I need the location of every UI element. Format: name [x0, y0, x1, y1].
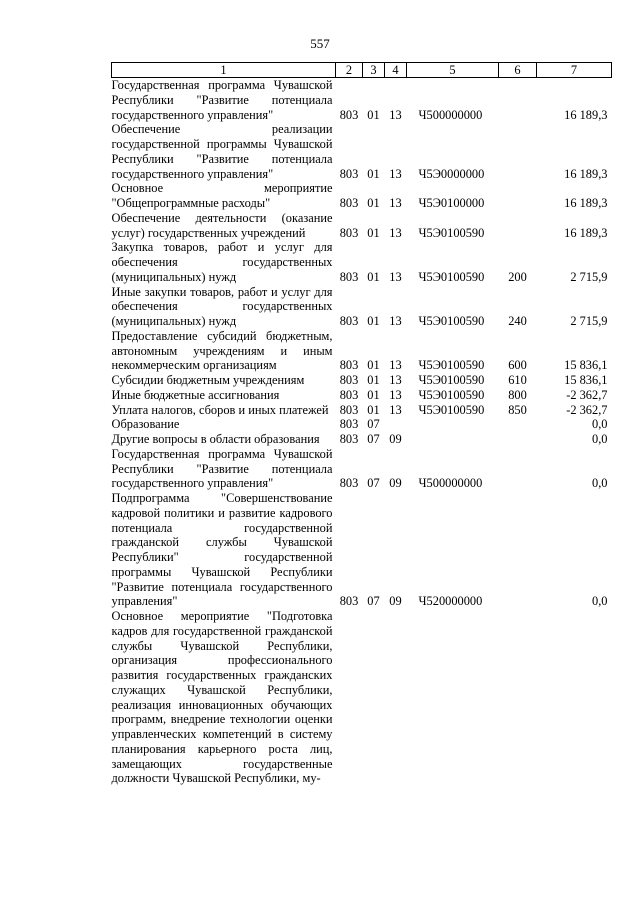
row-name: Субсидии бюджетным учреждениям [111, 373, 305, 387]
row-name: Уплата налогов, сборов и иных платежей [111, 402, 329, 417]
column-header: 5 [407, 63, 499, 78]
row-amount: 0,0 [592, 417, 608, 432]
row-target-code: Ч5Э0100590 [418, 387, 485, 402]
row-expense-type-code [499, 211, 537, 241]
table-row [112, 388, 612, 403]
column-header: 3 [363, 63, 385, 78]
row-amount: 15 836,1 [564, 358, 608, 373]
row-ministry-code: 803 [339, 107, 359, 122]
row-subsection-code: 13 [389, 196, 402, 210]
row-section-code: 01 [367, 166, 380, 181]
row-amount: -2 362,7 [566, 402, 608, 417]
row-amount [537, 609, 612, 786]
row-ministry-code: 803 [339, 432, 359, 446]
row-subsection-code: 13 [389, 166, 402, 181]
column-number-header [112, 63, 612, 78]
column-header: 4 [385, 63, 407, 78]
row-name: Обеспечение деятельности (оказание услуг) государственных учреждений [111, 210, 333, 240]
row-amount: 16 189,3 [564, 196, 608, 210]
row-expense-type-code [499, 491, 537, 609]
row-target-code: Ч520000000 [418, 594, 483, 609]
row-section-code: 01 [367, 358, 380, 373]
row-expense-type-code [499, 447, 537, 491]
row-amount: 0,0 [592, 476, 608, 491]
row-section-code: 07 [367, 417, 380, 432]
row-target-code [407, 609, 499, 786]
row-subsection-code: 09 [389, 594, 402, 609]
row-subsection-code: 13 [389, 402, 402, 417]
row-subsection-code: 09 [389, 476, 402, 491]
table-row [112, 78, 612, 123]
row-section-code: 01 [367, 373, 380, 387]
row-section-code: 07 [367, 594, 380, 609]
column-header: 2 [336, 63, 363, 78]
row-ministry-code [336, 609, 363, 786]
table-row [112, 403, 612, 418]
table-row [112, 432, 612, 447]
row-target-code: Ч5Э0100590 [418, 358, 485, 373]
budget-table [111, 62, 612, 786]
row-expense-type-code [499, 432, 537, 447]
table-row [112, 491, 612, 609]
row-name: Другие вопросы в области образования [111, 432, 320, 446]
row-ministry-code: 803 [339, 402, 359, 417]
row-section-code: 01 [367, 387, 380, 402]
row-target-code: Ч5Э0100590 [418, 225, 485, 240]
row-name: Закупка товаров, работ и услуг для обеспечения государственных (муниципальных) нужд [111, 240, 333, 284]
row-name: Иные закупки товаров, работ и услуг для обеспечения государственных (муниципальных) нужд [111, 284, 333, 328]
row-target-code: Ч500000000 [418, 476, 483, 491]
row-expense-type-code: 600 [508, 358, 527, 373]
row-amount: 2 715,9 [570, 314, 608, 328]
row-name: Предоставление субсидий бюджетным, автономным учреждениям и иным некоммерческим организациям [111, 328, 333, 373]
row-expense-type-code: 200 [508, 269, 527, 284]
row-expense-type-code: 800 [508, 387, 527, 402]
column-header: 7 [537, 63, 612, 78]
row-ministry-code: 803 [339, 373, 359, 387]
row-expense-type-code [499, 181, 537, 211]
table-row [112, 609, 612, 786]
row-ministry-code: 803 [339, 594, 359, 609]
row-amount: 15 836,1 [564, 373, 608, 387]
table-row [112, 417, 612, 432]
row-subsection-code: 09 [389, 432, 402, 446]
row-expense-type-code [499, 122, 537, 181]
row-target-code: Ч5Э0100590 [418, 269, 485, 284]
table-row [112, 329, 612, 373]
row-subsection-code: 13 [389, 314, 402, 328]
row-target-code [407, 432, 499, 447]
row-amount: 0,0 [592, 594, 608, 609]
row-subsection-code: 13 [389, 373, 402, 387]
table-row [112, 181, 612, 211]
row-expense-type-code: 610 [508, 373, 527, 387]
row-section-code: 07 [367, 432, 380, 446]
table-row [112, 240, 612, 284]
row-target-code: Ч500000000 [418, 107, 483, 122]
row-section-code: 07 [367, 476, 380, 491]
row-amount: 16 189,3 [564, 107, 608, 122]
row-amount: 0,0 [592, 432, 608, 446]
row-ministry-code: 803 [339, 387, 359, 402]
row-section-code: 01 [367, 225, 380, 240]
row-expense-type-code [499, 78, 537, 123]
row-name: Государственная программа Чувашской Республики "Развитие потенциала государственного управления" [111, 78, 333, 122]
row-amount: 16 189,3 [564, 166, 608, 181]
row-section-code: 01 [367, 314, 380, 328]
row-ministry-code: 803 [339, 166, 359, 181]
table-row [112, 285, 612, 329]
row-ministry-code: 803 [339, 417, 359, 432]
page-number: 557 [310, 36, 330, 51]
column-header: 1 [112, 63, 336, 78]
row-section-code: 01 [367, 196, 380, 210]
row-expense-type-code: 240 [508, 314, 527, 328]
row-subsection-code: 13 [389, 107, 402, 122]
row-name: Государственная программа Чувашской Республики "Развитие потенциала государственного управления" [111, 446, 333, 491]
row-expense-type-code: 850 [508, 402, 527, 417]
row-name: Иные бюджетные ассигнования [111, 387, 280, 402]
row-name: Образование [111, 417, 180, 432]
row-name: Подпрограмма "Совершенствование кадровой политики и развитие кадрового потенциала государственной гражданской службы Чувашской Республики" государственной программы Чувашской Республики "Развитие потенциала государственного управления" [111, 491, 333, 609]
row-expense-type-code [499, 417, 537, 432]
row-name: Основное мероприятие "Подготовка кадров для государственной гражданской службы Чувашской Республики, организация профессионального развития государственных гражданских служащих Чувашской Республики, реализация инновационных обучающих программ, внедрение технологии оценки управленческих компетенций в систему планирования карьерного роста лиц, замещающих государственные должности Чувашской Республики, му- [111, 609, 333, 786]
row-name: Основное мероприятие "Общепрограммные расходы" [111, 181, 333, 210]
row-section-code [363, 609, 385, 786]
row-subsection-code: 13 [389, 358, 402, 373]
column-header: 6 [499, 63, 537, 78]
row-section-code: 01 [367, 269, 380, 284]
row-subsection-code [385, 417, 407, 432]
row-target-code [407, 417, 499, 432]
row-target-code: Ч5Э0100590 [418, 402, 485, 417]
row-subsection-code [385, 609, 407, 786]
row-ministry-code: 803 [339, 269, 359, 284]
row-amount: 2 715,9 [570, 269, 608, 284]
row-ministry-code: 803 [339, 225, 359, 240]
row-target-code: Ч5Э0000000 [418, 166, 485, 181]
row-subsection-code: 13 [389, 225, 402, 240]
row-expense-type-code [499, 609, 537, 786]
table-row [112, 122, 612, 181]
row-ministry-code: 803 [339, 476, 359, 491]
table-row [112, 373, 612, 388]
row-ministry-code: 803 [339, 314, 359, 328]
row-subsection-code: 13 [389, 387, 402, 402]
row-ministry-code: 803 [339, 196, 359, 210]
row-section-code: 01 [367, 402, 380, 417]
row-amount: -2 362,7 [566, 387, 608, 402]
row-ministry-code: 803 [339, 358, 359, 373]
row-section-code: 01 [367, 107, 380, 122]
row-amount: 16 189,3 [564, 225, 608, 240]
row-name: Обеспечение реализации государственной программы Чувашской Республики "Развитие потенциала государственного управления" [111, 122, 333, 181]
table-row [112, 211, 612, 241]
row-subsection-code: 13 [389, 269, 402, 284]
row-target-code: Ч5Э0100590 [418, 314, 485, 328]
row-target-code: Ч5Э0100000 [418, 196, 485, 210]
table-row [112, 447, 612, 491]
row-target-code: Ч5Э0100590 [418, 373, 485, 387]
